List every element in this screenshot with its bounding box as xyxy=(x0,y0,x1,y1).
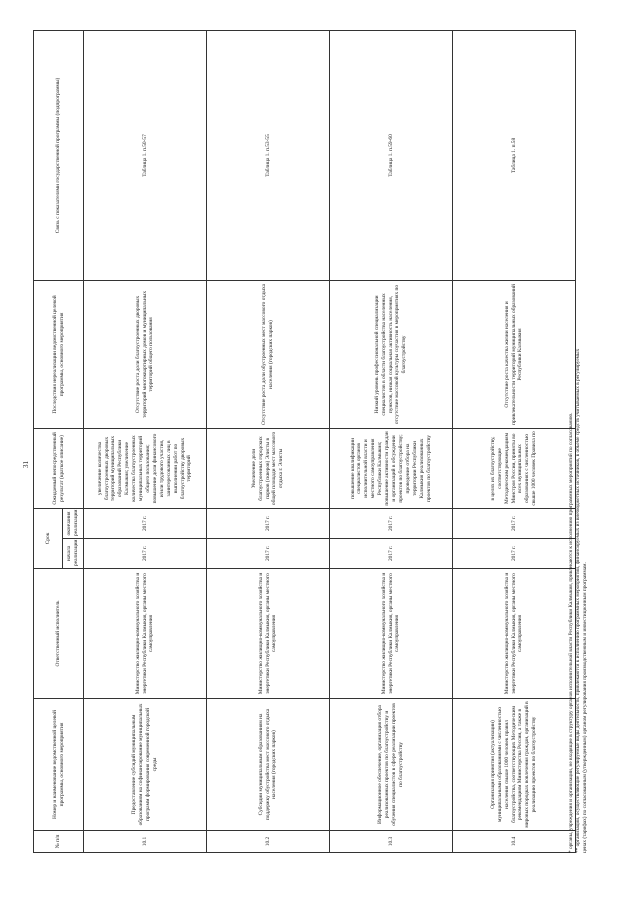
header-term: Срок xyxy=(34,508,63,568)
header-num: № п/п xyxy=(34,831,84,853)
row-result: увеличение количества благоустроенных дворовых территорий муниципальных образований Республики Калмыкия; увеличение количества благоустроенных муниципальных территорий общего пользования; повышение доли финансового и/или трудового участия, заинтересованных лиц в выполнении работ по благоустройству дворовых территорий xyxy=(84,428,207,508)
header-result: Ожидаемый непосредственный результат (краткое описание) xyxy=(34,428,84,508)
row-exec: Министерство жилищно-коммунального хозяйства и энергетики Республики Калмыкия, органы местного самоуправления xyxy=(453,569,576,699)
row-exec: Министерство жилищно-коммунального хозяйства и энергетики Республики Калмыкия, органы местного самоуправления xyxy=(330,569,453,699)
row-end: 2017 г. xyxy=(330,508,453,538)
header-exec: Ответственный исполнитель xyxy=(34,569,84,699)
row-result: Увеличение доли благоустроенных городских парков (скверов) Элисты в общей площади мест массового отдыха г. Элисты xyxy=(207,428,330,508)
row-name: Предоставление субсидий муниципальным образованиям на софинансирование муниципальных программ формирования современной городской среды xyxy=(84,699,207,831)
row-start: 2017 г. xyxy=(330,539,453,569)
row-fail: Отсутствие роста доли благоустроенных дворовых территорий многоквартирных домов и муниципальных территорий общего пользования xyxy=(84,280,207,428)
row-num: 10.4 xyxy=(453,831,576,853)
row-start: 2017 г. xyxy=(84,539,207,569)
table-row xyxy=(453,30,576,852)
row-num: 10.3 xyxy=(330,831,453,853)
row-result: в целях их благоустройству, соответствующие Методическим рекомендациям Минстроя России, приняты во всех муниципальных образованиях с численностью свыше 1000 человек Правила по xyxy=(453,428,576,508)
row-fail: Отсутствие роста доли обустроенных мест массового отдыха населения (городских парков) xyxy=(207,280,330,428)
table-row xyxy=(330,30,453,852)
row-fail: Низкий уровень профессиональной специализации специалистов в области благоустройства населенных пунктов, низкая социальная активность населения, отсутствие массовой культуры соучастия в мероприятиях по благоустройству xyxy=(330,280,453,428)
row-name: Субсидии муниципальным образованиям на поддержку обустройства мест массового отдыха населения (городских парков) xyxy=(207,699,330,831)
table-row xyxy=(207,30,330,852)
row-link: Таблица 1. п.59-60 xyxy=(330,30,453,280)
header-link: Связь с показателями государственной программы (подпрограммы) xyxy=(34,30,84,280)
row-start: 2017 г. xyxy=(453,539,576,569)
row-start: 2017 г. xyxy=(207,539,330,569)
row-name: Организация принятия (актуализации) муниципальными образованиями с численностью населения свыше 1000 человек правил благоустройства, соответствующих Методическим рекомендациям Министерства России, а также в мировых порядках вовлечения граждан, организаций в реализацию проектов по благоустройству xyxy=(453,699,576,831)
header-fail: Последствия нереализации ведомственной целевой программы, основного мероприятия xyxy=(34,280,84,428)
header-name: Номер и наименование ведомственной целевой программы, основного мероприятия xyxy=(34,699,84,831)
row-num: 10.1 xyxy=(84,831,207,853)
row-exec: Министерство жилищно-коммунального хозяйства и энергетики Республики Калмыкия, органы местного самоуправления xyxy=(207,569,330,699)
table-row xyxy=(84,30,207,852)
footnote: ценах (тарифах) по согласованным (утвержденным) органом регулирования производственным и инвестиционным программам. xyxy=(582,562,589,853)
footnote: * органы, учреждения и организации, не входящие в структуру органов исполнительной власти Республики Калмыкия, привлекаются к исполнению программных мероприятий по согласованию. xyxy=(568,412,574,853)
header-start: начала реализации xyxy=(63,539,84,569)
row-end: 2017 г. xyxy=(453,508,576,538)
footnote: ** организации, осуществляющие регулируемые виды деятельности, привлекаются к исполнению программных мероприятий, финансируемых из внебюджетных источников, в объеме средств учитываемых в регулируемых xyxy=(575,348,582,853)
row-fail: Отсутствие роста качества жизни населения и привлекательности территорий муниципальных образований Республики Калмыкия xyxy=(453,280,576,428)
row-num: 10.2 xyxy=(207,831,330,853)
row-name: Информационное обеспечение, организация отбора реализованных проектов по благоустройству и обучения специалистов в сфере реализации проектов по благоустройству xyxy=(330,699,453,831)
footnotes xyxy=(568,31,589,853)
program-table xyxy=(33,30,576,853)
row-link: Таблица 1. п.50-57 xyxy=(84,30,207,280)
header-end: окончания реализации xyxy=(63,508,84,538)
row-end: 2017 г. xyxy=(207,508,330,538)
row-end: 2017 г. xyxy=(84,508,207,538)
row-result: повышение квалификации специалистов органов исполнительной власти и местного самоуправления Республики Калмыкия; повышение активности граждан и организаций в обсуждении проектов по благоустройству; проведение отбора на территории Республики Калмыкия реализованных проектов по благоустройству xyxy=(330,428,453,508)
page-number: 31 xyxy=(22,461,30,468)
row-exec: Министерство жилищно-коммунального хозяйства и энергетики Республики Калмыкия, органы местного самоуправления xyxy=(84,569,207,699)
row-link: Таблица 1. п.58 xyxy=(453,30,576,280)
row-link: Таблица 1. п.53-55 xyxy=(207,30,330,280)
